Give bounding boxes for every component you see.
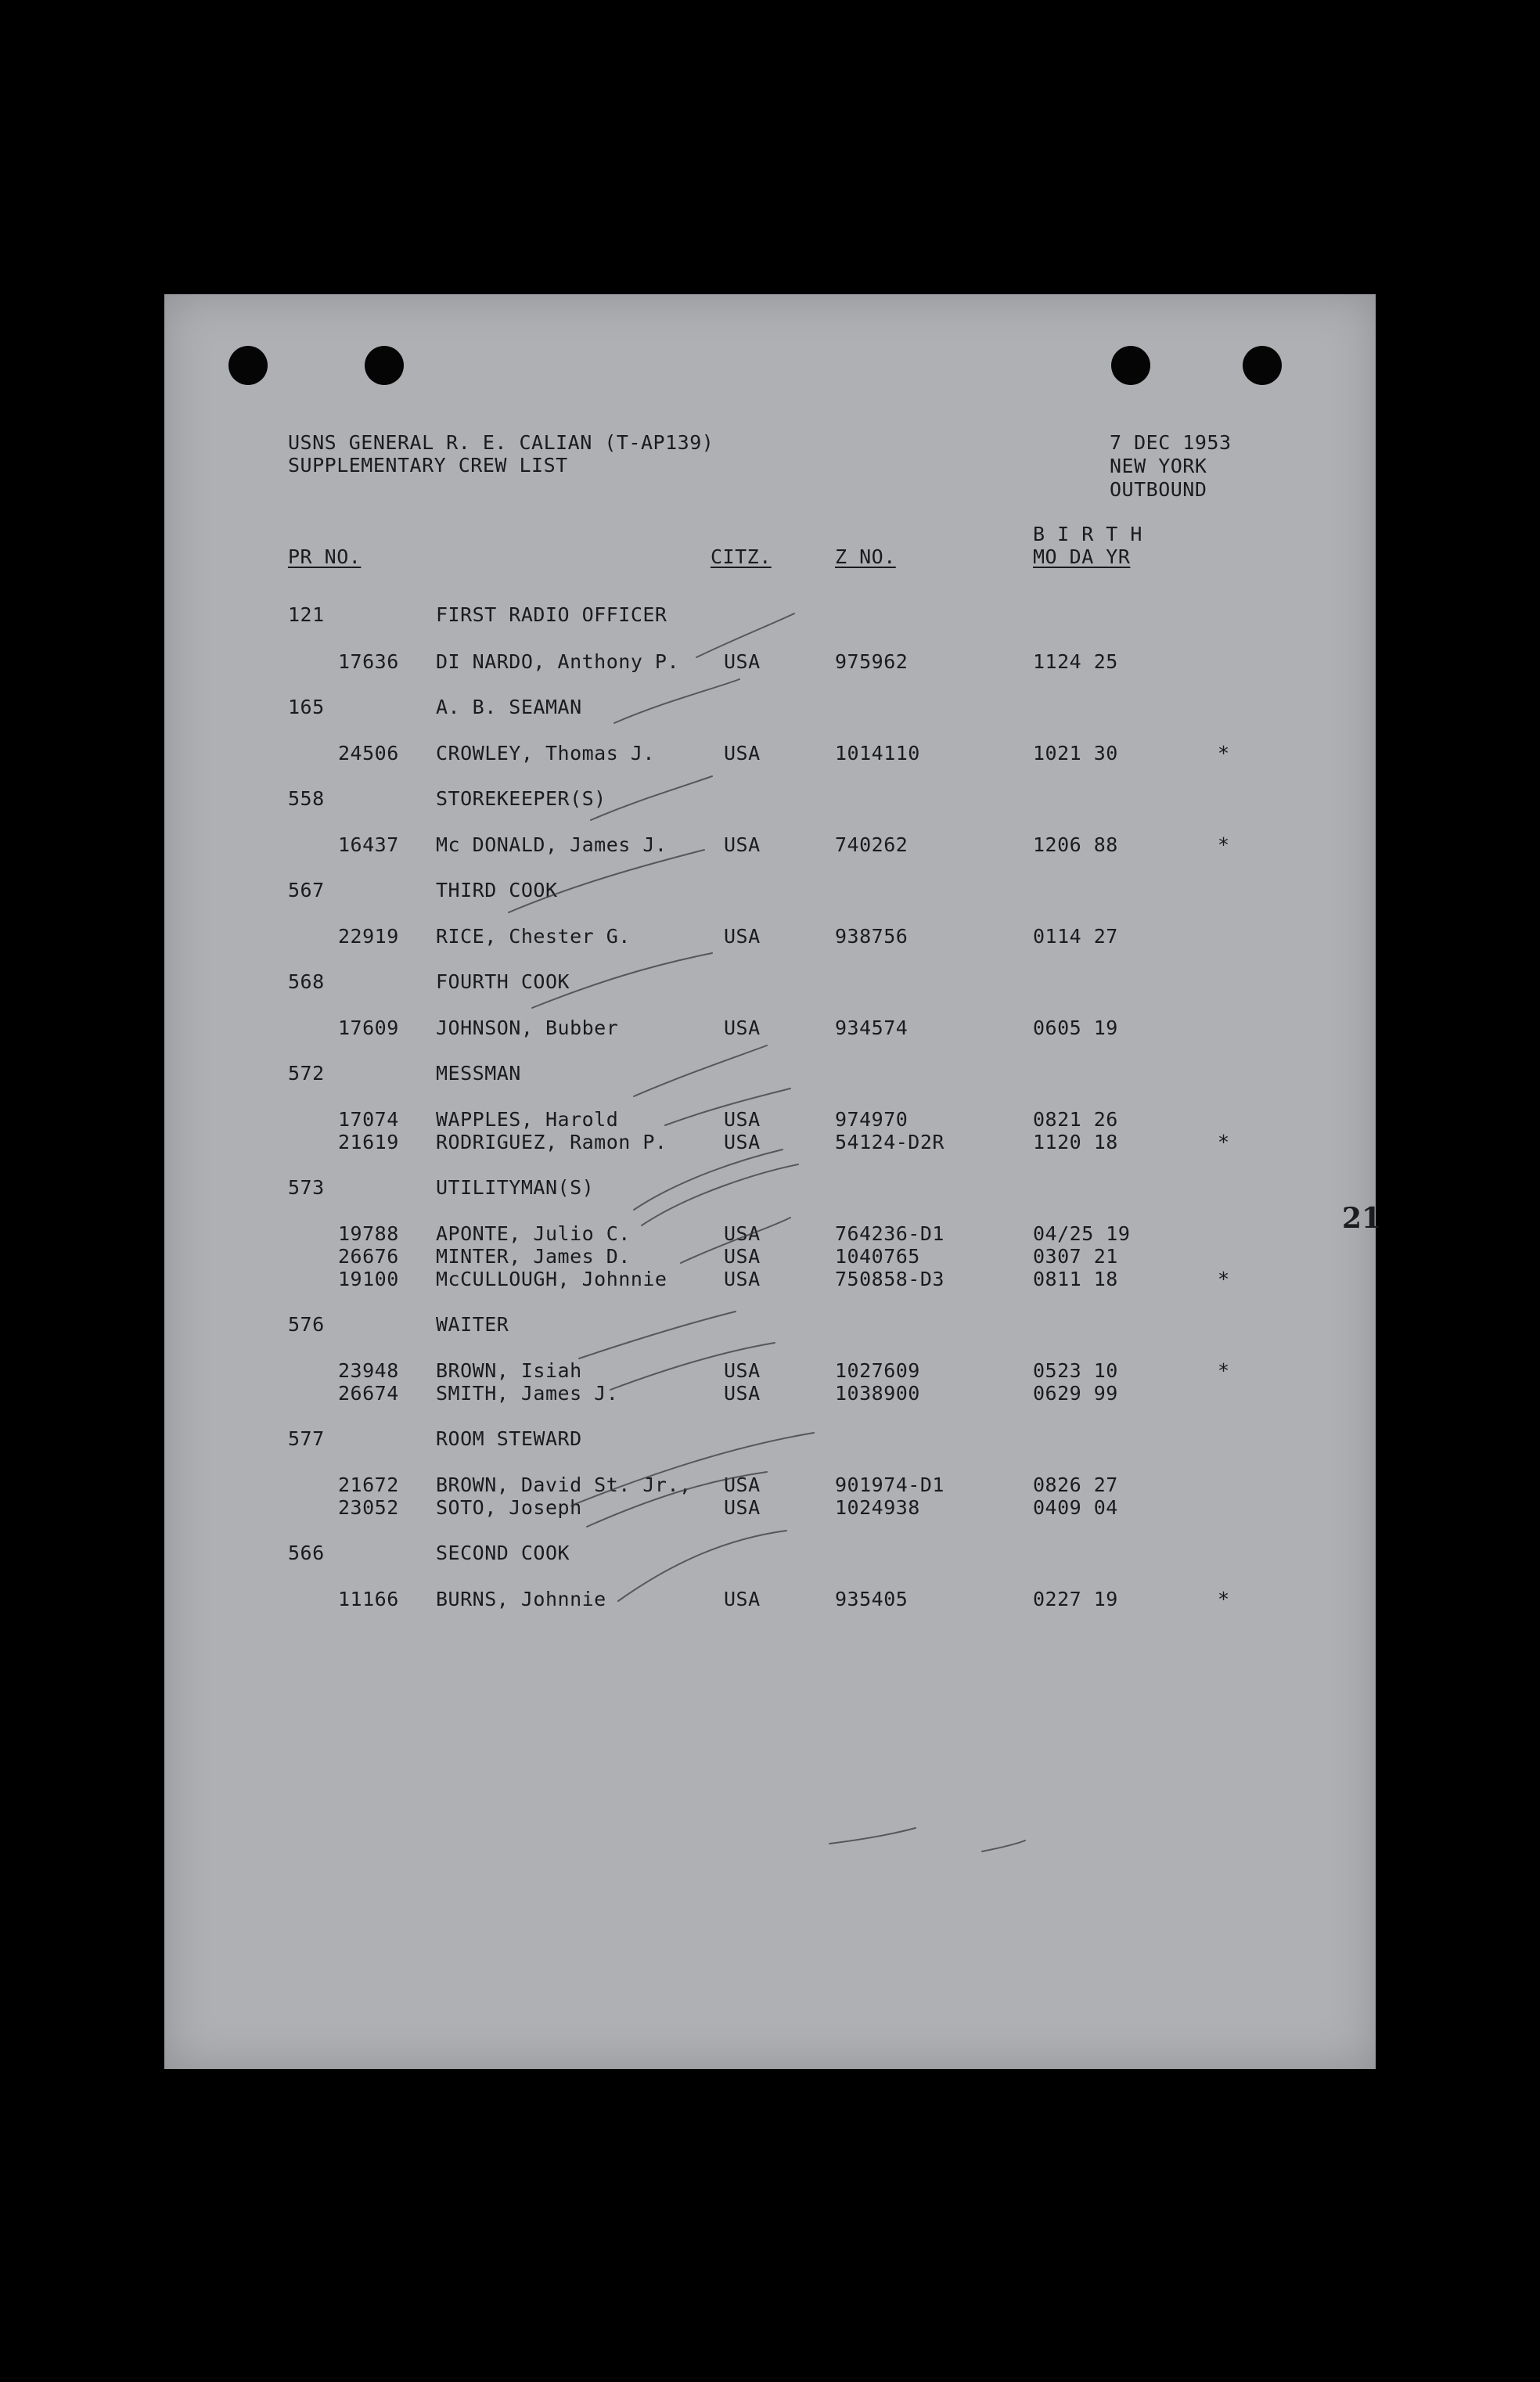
crew-pr-number: 22919	[338, 925, 399, 948]
rating-code: 573	[288, 1176, 325, 1199]
crew-name: DI NARDO, Anthony P.	[436, 650, 680, 673]
port-name: NEW YORK	[1110, 455, 1207, 477]
crew-z-number: 54124-D2R	[835, 1131, 945, 1153]
crew-pr-number: 26676	[338, 1245, 399, 1268]
crew-birth-date: 0409 04	[1033, 1496, 1118, 1519]
crew-name: SMITH, James J.	[436, 1382, 619, 1405]
crew-pr-number: 19100	[338, 1268, 399, 1290]
crew-citizenship: USA	[724, 1108, 761, 1131]
crew-pr-number: 21619	[338, 1131, 399, 1153]
crew-citizenship: USA	[724, 1359, 761, 1382]
crew-citizenship: USA	[724, 650, 761, 673]
crew-z-number: 974970	[835, 1108, 909, 1131]
crew-birth-date: 0629 99	[1033, 1382, 1118, 1405]
crew-citizenship: USA	[724, 1496, 761, 1519]
pencil-check-marks	[164, 294, 1376, 2069]
crew-z-number: 750858-D3	[835, 1268, 945, 1290]
crew-citizenship: USA	[724, 1588, 761, 1610]
crew-z-number: 1038900	[835, 1382, 920, 1405]
rating-code: 165	[288, 696, 325, 718]
crew-citizenship: USA	[724, 1245, 761, 1268]
crew-z-number: 1040765	[835, 1245, 920, 1268]
crew-z-number: 901974-D1	[835, 1473, 945, 1496]
crew-name: RODRIGUEZ, Ramon P.	[436, 1131, 667, 1153]
rating-code: 568	[288, 970, 325, 993]
crew-name: Mc DONALD, James J.	[436, 833, 667, 856]
ship-name: USNS GENERAL R. E. CALIAN (T-AP139)	[288, 431, 714, 454]
crew-mark: *	[1218, 1131, 1230, 1153]
crew-name: JOHNSON, Bubber	[436, 1016, 619, 1039]
crew-pr-number: 17074	[338, 1108, 399, 1131]
crew-birth-date: 1021 30	[1033, 742, 1118, 765]
rating-code: 572	[288, 1062, 325, 1085]
list-title: SUPPLEMENTARY CREW LIST	[288, 454, 568, 477]
crew-citizenship: USA	[724, 925, 761, 948]
crew-name: BURNS, Johnnie	[436, 1588, 606, 1610]
rating-code: 576	[288, 1313, 325, 1336]
crew-citizenship: USA	[724, 1222, 761, 1245]
crew-citizenship: USA	[724, 1016, 761, 1039]
rating-code: 577	[288, 1427, 325, 1450]
crew-pr-number: 21672	[338, 1473, 399, 1496]
crew-mark: *	[1218, 1268, 1230, 1290]
crew-z-number: 935405	[835, 1588, 909, 1610]
crew-z-number: 740262	[835, 833, 909, 856]
crew-pr-number: 19788	[338, 1222, 399, 1245]
rating-title: MESSMAN	[436, 1062, 521, 1085]
crew-z-number: 934574	[835, 1016, 909, 1039]
crew-mark: *	[1218, 833, 1230, 856]
crew-z-number: 1027609	[835, 1359, 920, 1382]
rating-title: A. B. SEAMAN	[436, 696, 582, 718]
crew-name: SOTO, Joseph	[436, 1496, 582, 1519]
crew-mark: *	[1218, 1359, 1230, 1382]
crew-pr-number: 23948	[338, 1359, 399, 1382]
list-date: 7 DEC 1953	[1110, 431, 1232, 454]
crew-z-number: 764236-D1	[835, 1222, 945, 1245]
rating-code: 567	[288, 879, 325, 901]
crew-citizenship: USA	[724, 1268, 761, 1290]
crew-pr-number: 17636	[338, 650, 399, 673]
rating-title: STOREKEEPER(S)	[436, 787, 606, 810]
crew-name: BROWN, Isiah	[436, 1359, 582, 1382]
crew-citizenship: USA	[724, 833, 761, 856]
rating-title: THIRD COOK	[436, 879, 558, 901]
rating-title: FIRST RADIO OFFICER	[436, 603, 667, 626]
crew-pr-number: 17609	[338, 1016, 399, 1039]
crew-pr-number: 24506	[338, 742, 399, 765]
rating-code: 558	[288, 787, 325, 810]
crew-pr-number: 16437	[338, 833, 399, 856]
crew-name: WAPPLES, Harold	[436, 1108, 619, 1131]
rating-title: WAITER	[436, 1313, 509, 1336]
crew-birth-date: 1120 18	[1033, 1131, 1118, 1153]
column-header-z-no: Z NO.	[835, 545, 896, 568]
voyage-direction: OUTBOUND	[1110, 478, 1207, 501]
crew-birth-date: 0114 27	[1033, 925, 1118, 948]
crew-birth-date: 0821 26	[1033, 1108, 1118, 1131]
crew-birth-date: 1124 25	[1033, 650, 1118, 673]
crew-z-number: 975962	[835, 650, 909, 673]
crew-name: RICE, Chester G.	[436, 925, 631, 948]
page-stamp: 21	[1342, 1202, 1382, 1235]
crew-pr-number: 26674	[338, 1382, 399, 1405]
column-header-birth: B I R T H	[1033, 523, 1142, 545]
crew-birth-date: 0227 19	[1033, 1588, 1118, 1610]
crew-citizenship: USA	[724, 1382, 761, 1405]
rating-title: UTILITYMAN(S)	[436, 1176, 595, 1199]
crew-z-number: 938756	[835, 925, 909, 948]
crew-name: McCULLOUGH, Johnnie	[436, 1268, 667, 1290]
crew-name: APONTE, Julio C.	[436, 1222, 631, 1245]
rating-code: 566	[288, 1542, 325, 1564]
rating-title: ROOM STEWARD	[436, 1427, 582, 1450]
crew-name: MINTER, James D.	[436, 1245, 631, 1268]
crew-mark: *	[1218, 742, 1230, 765]
column-header-birth-mo-da-yr: MO DA YR	[1033, 545, 1131, 568]
crew-z-number: 1014110	[835, 742, 920, 765]
rating-code: 121	[288, 603, 325, 626]
crew-name: BROWN, David St. Jr.,	[436, 1473, 692, 1496]
document-page	[164, 294, 1382, 2069]
rating-title: SECOND COOK	[436, 1542, 570, 1564]
crew-birth-date: 0605 19	[1033, 1016, 1118, 1039]
crew-citizenship: USA	[724, 1473, 761, 1496]
crew-birth-date: 0523 10	[1033, 1359, 1118, 1382]
column-header-citz: CITZ.	[711, 545, 772, 568]
crew-citizenship: USA	[724, 742, 761, 765]
crew-birth-date: 04/25 19	[1033, 1222, 1131, 1245]
column-header-pr-no: PR NO.	[288, 545, 362, 568]
rating-title: FOURTH COOK	[436, 970, 570, 993]
crew-pr-number: 11166	[338, 1588, 399, 1610]
crew-name: CROWLEY, Thomas J.	[436, 742, 655, 765]
crew-mark: *	[1218, 1588, 1230, 1610]
crew-birth-date: 0811 18	[1033, 1268, 1118, 1290]
crew-birth-date: 0307 21	[1033, 1245, 1118, 1268]
crew-z-number: 1024938	[835, 1496, 920, 1519]
crew-birth-date: 0826 27	[1033, 1473, 1118, 1496]
crew-pr-number: 23052	[338, 1496, 399, 1519]
crew-birth-date: 1206 88	[1033, 833, 1118, 856]
crew-citizenship: USA	[724, 1131, 761, 1153]
